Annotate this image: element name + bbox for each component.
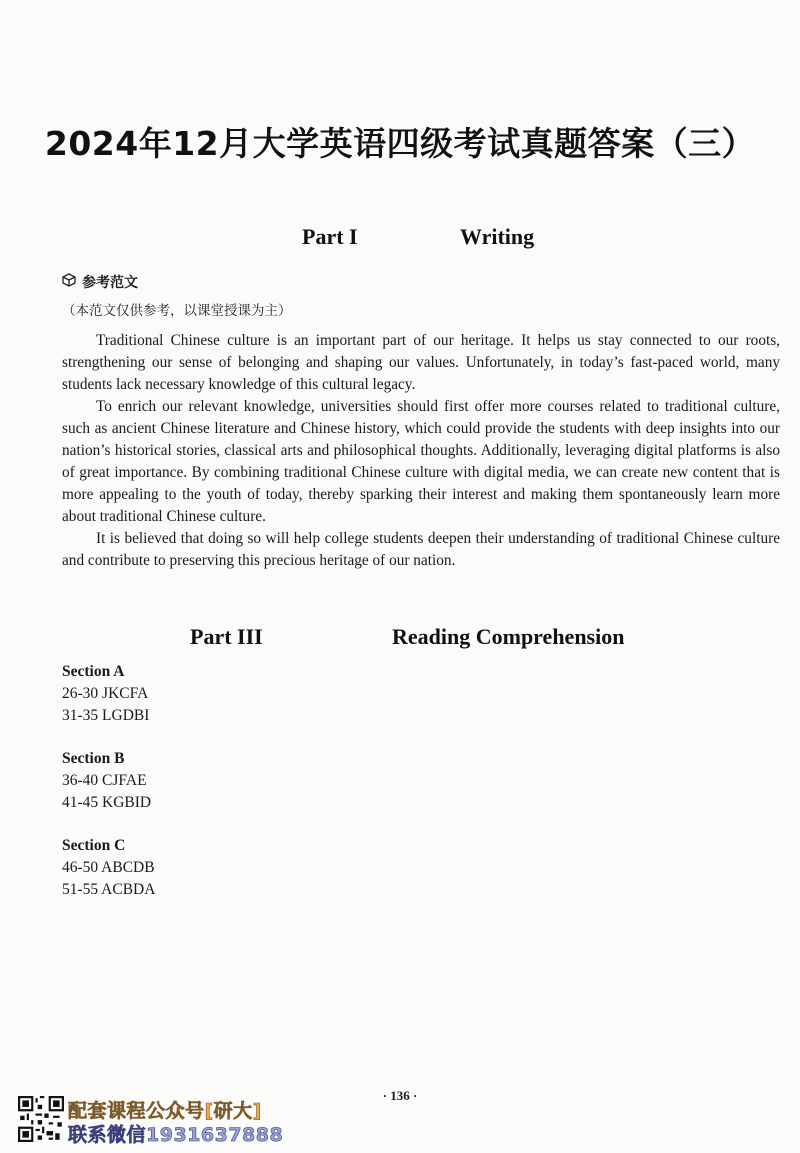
answer-line: 46-50 ABCDB [62, 859, 155, 876]
reference-label [62, 272, 138, 292]
watermark-line-2: 联系微信1931637888 [68, 1124, 284, 1146]
essay [62, 330, 780, 572]
essay-paragraph-1: Traditional Chinese culture is an important part of our heritage. It helps us stay connected to our roots, strengthening our sense of belonging and shaping our values. Unfortunately, in today’s fast-paced world, many students lack necessary knowledge of this cultural legacy. [62, 332, 780, 393]
section-b [62, 748, 151, 814]
section-label: Section C [62, 837, 126, 854]
part3-label: Part III [190, 624, 263, 649]
section-c [62, 835, 155, 901]
part3-name: Reading Comprehension [392, 624, 625, 649]
section-label: Section B [62, 750, 125, 767]
reference-note: （本范文仅供参考，以课堂授课为主） [62, 303, 292, 319]
watermark-line-1: 配套课程公众号[研大] [68, 1100, 262, 1122]
answer-line: 31-35 LGDBI [62, 707, 150, 724]
part1-label: Part I [302, 224, 358, 249]
page-title: 2024年12月大学英语四级考试真题答案（三） [44, 124, 756, 163]
cube-icon [62, 273, 76, 291]
section-a [62, 661, 149, 727]
essay-paragraph-2: To enrich our relevant knowledge, universities should first offer more courses related to traditional culture, such as ancient Chinese literature and Chinese history, which could provide the students with deep insights into our nation’s historical stories, classical arts and philosophical thoughts. Additionally, leveraging digital platforms is also of great importance. By combining traditional Chinese culture with digital media, we can create new content that is more appealing to the youth of today, thereby sparking their interest and making them spontaneously learn more about traditional Chinese culture. [62, 398, 780, 525]
answer-line: 41-45 KGBID [62, 794, 152, 811]
part1-name: Writing [460, 224, 535, 249]
reference-label-text: 参考范文 [82, 275, 138, 291]
answer-line: 36-40 CJFAE [62, 772, 147, 789]
page-number: · 136 · [382, 1088, 418, 1103]
section-label: Section A [62, 663, 125, 680]
qr-code-icon [18, 1096, 64, 1142]
answer-line: 51-55 ACBDA [62, 881, 156, 898]
answer-line: 26-30 JKCFA [62, 685, 149, 702]
essay-paragraph-3: It is believed that doing so will help college students deepen their understanding of traditional Chinese culture and contribute to preserving this precious heritage of our nation. [62, 530, 780, 569]
